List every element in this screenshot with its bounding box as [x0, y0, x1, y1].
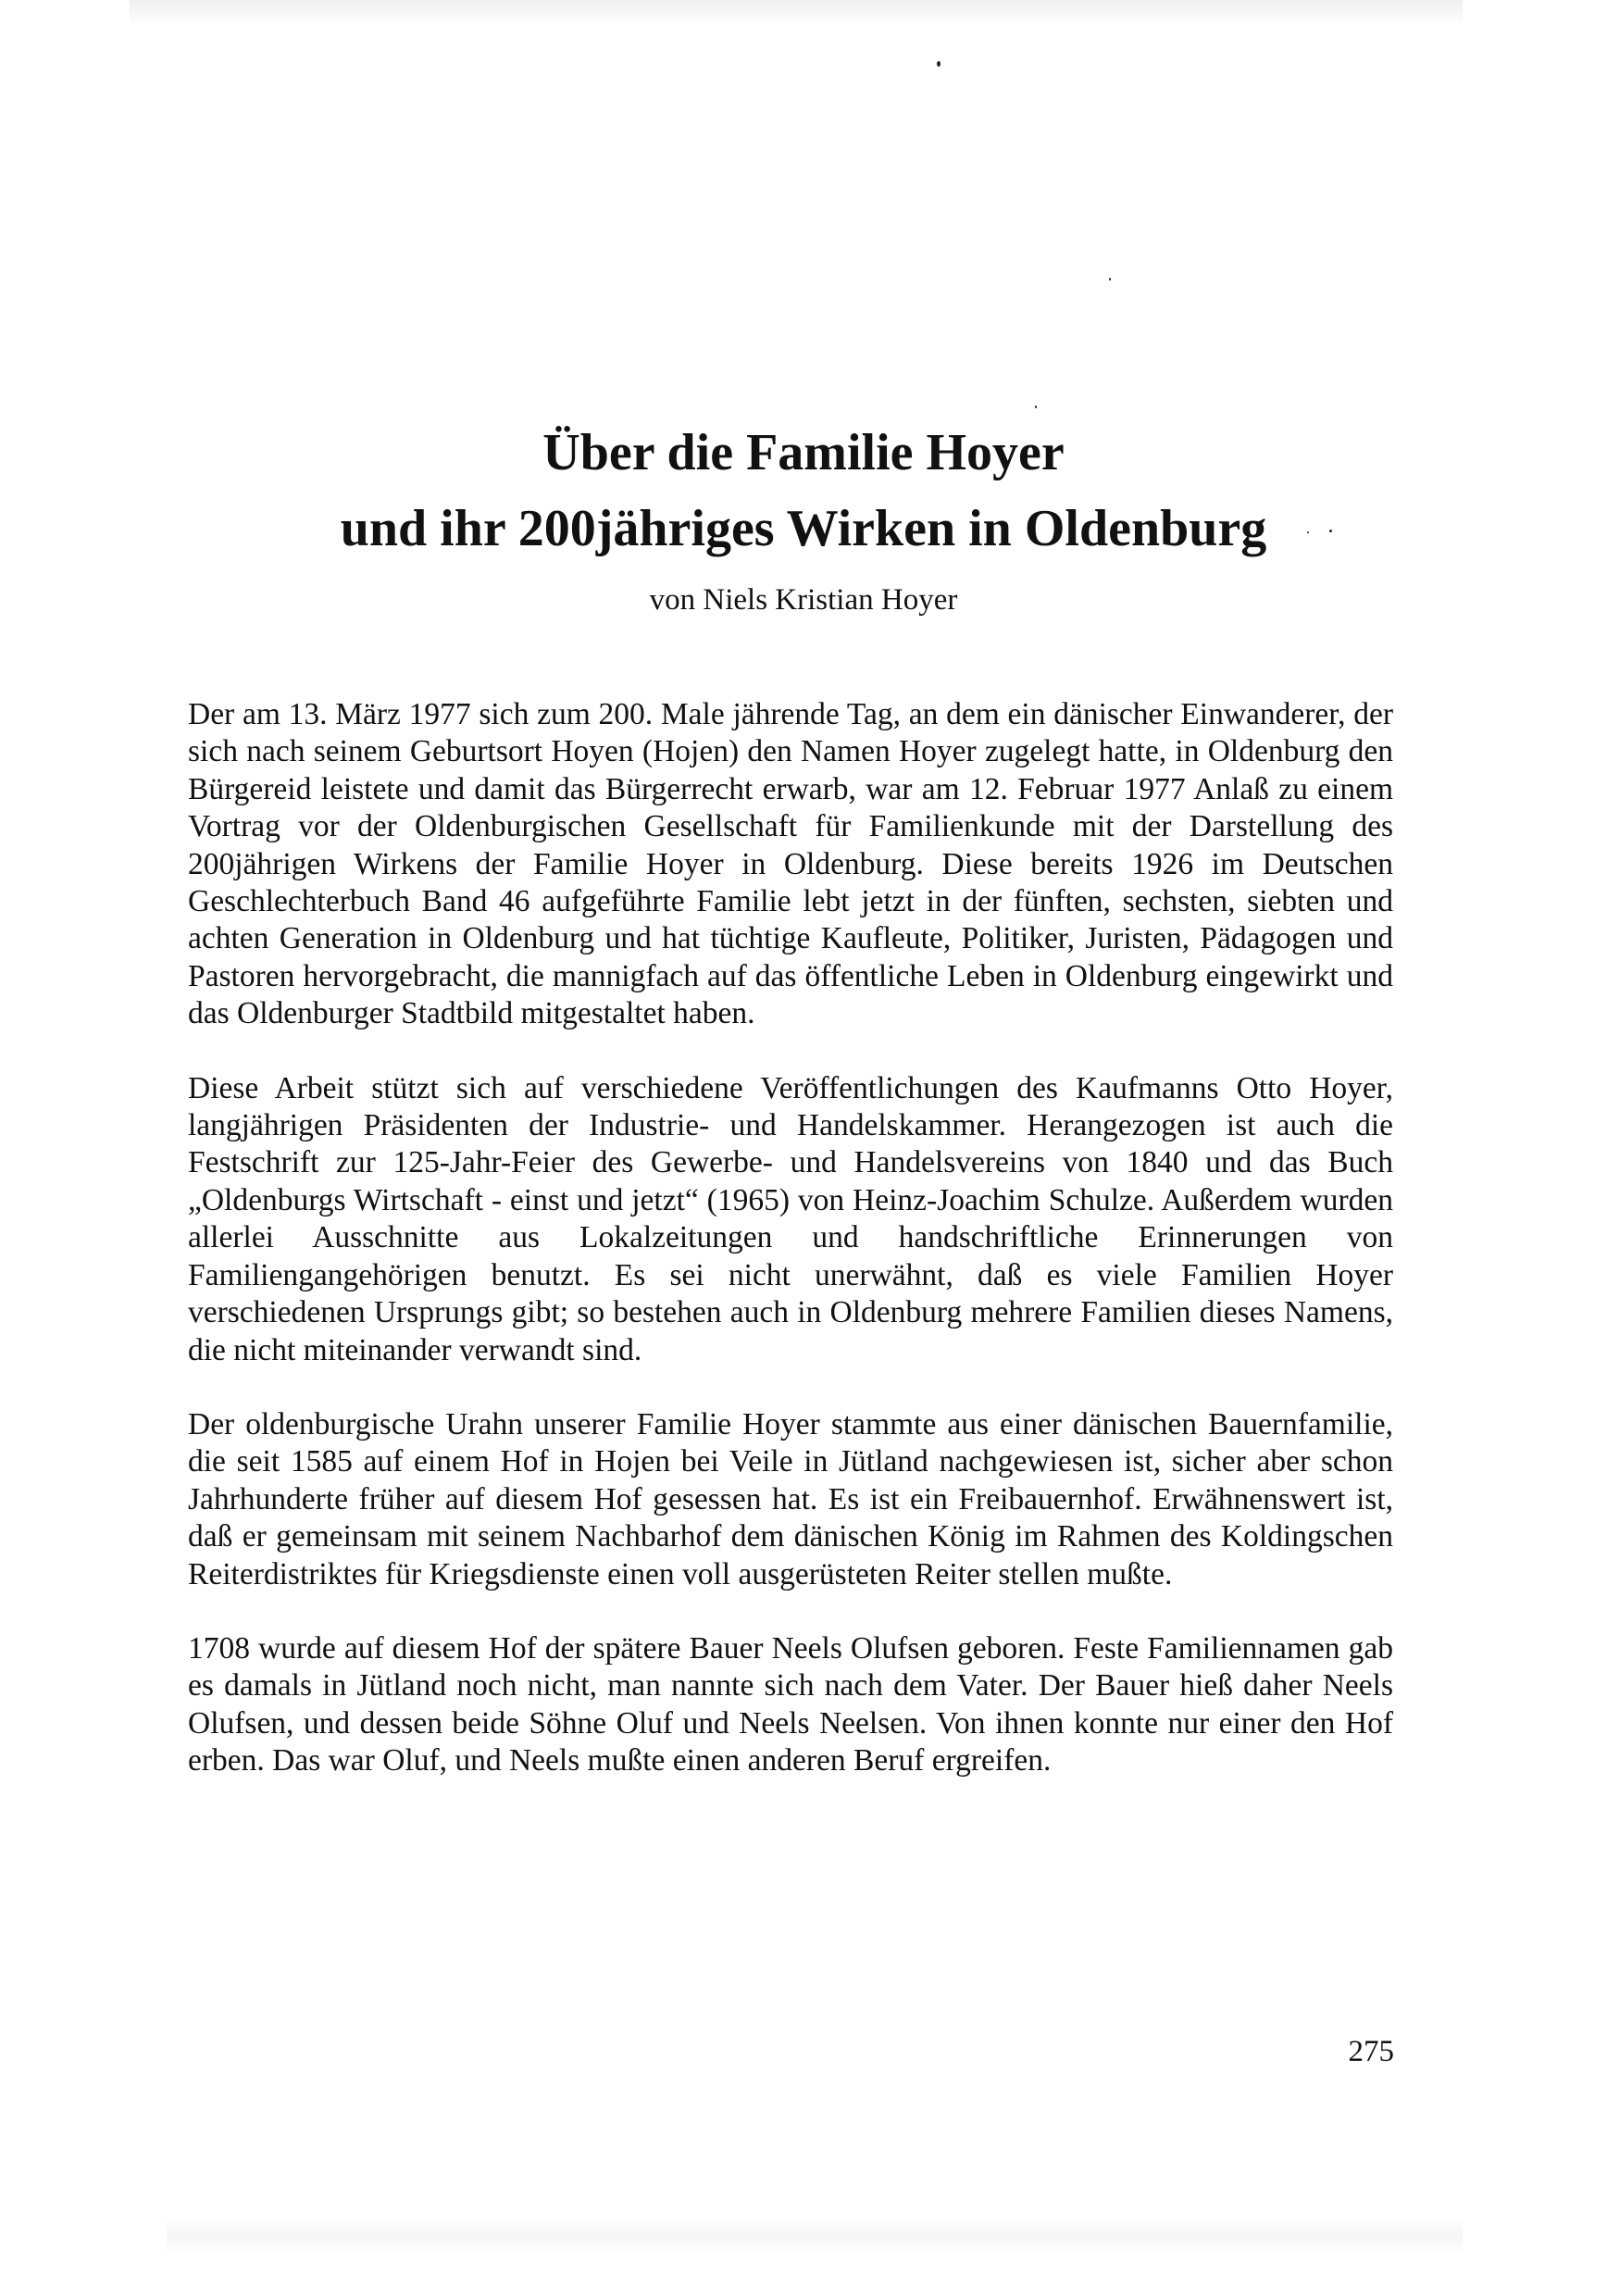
- page-number: 275: [1348, 2035, 1394, 2068]
- article-title: [0, 415, 1607, 567]
- title-line-2: und ihr 200jähriges Wirken in Oldenburg: [340, 500, 1267, 557]
- article-body: [188, 696, 1393, 1817]
- paragraph: Der am 13. März 1977 sich zum 200. Male jährende Tag, an dem ein dänischer Einwanderer, der sich nach seinem Geburtsort Hoyen (Hojen) den Namen Hoyer zugelegt hatte, in Oldenburg den Bürgereid leistete und damit das Bürgerrecht erwarb, war am 12. Februar 1977 Anlaß zu einem Vortrag vor der Oldenburgischen Gesellschaft für Familienkunde mit der Darstellung des 200jährigen Wirkens der Familie Hoyer in Oldenburg. Diese bereits 1926 im Deutschen Geschlechterbuch Band 46 aufgeführte Familie lebt jetzt in der fünften, sechsten, siebten und achten Generation in Oldenburg und hat tüchtige Kaufleute, Politiker, Juristen, Pädagogen und Pastoren hervorgebracht, die mannigfach auf das öffentliche Leben in Oldenburg eingewirkt und das Oldenburger Stadtbild mitgestaltet haben.: [188, 697, 1393, 1031]
- scan-speck: [1035, 406, 1037, 408]
- paragraph: 1708 wurde auf diesem Hof der spätere Bauer Neels Olufsen geboren. Feste Familiennamen gab es damals in Jütland noch nicht, man nannte sich nach dem Vater. Der Bauer hieß daher Neels Olufsen, und dessen beide Söhne Oluf und Neels Neelsen. Von ihnen konnte nur einer den Hof erben. Das war Oluf, und Neels mußte einen anderen Beruf ergreifen.: [188, 1630, 1393, 1778]
- scan-speck: [1109, 278, 1111, 281]
- paragraph: Der oldenburgische Urahn unserer Familie Hoyer stammte aus einer dänischen Bauernfamilie, die seit 1585 auf einem Hof in Hojen bei Veile in Jütland nachgewiesen ist, sicher aber schon Jahrhunderte früher auf diesem Hof gesessen hat. Es ist ein Freibauernhof. Erwähnenswert ist, daß er gemeinsam mit seinem Nachbarhof dem dänischen König im Rahmen des Koldingschen Reiterdistriktes für Kriegsdienste einen voll ausgerüsteten Reiter stellen mußte.: [188, 1406, 1393, 1591]
- scan-speck: [937, 61, 941, 67]
- paragraph: Diese Arbeit stützt sich auf verschiedene Veröffentlichungen des Kaufmanns Otto Hoyer, langjährigen Präsidenten der Industrie- und Handelskammer. Herangezogen ist auch die Festschrift zur 125-Jahr-Feier des Gewerbe- und Handelsvereins von 1840 und das Buch „Oldenburgs Wirtschaft - einst und jetzt“ (1965) von Heinz-Joachim Schulze. Außerdem wurden allerlei Ausschnitte aus Lokalzeitungen und handschriftliche Erinnerungen von Familiengangehörigen benutzt. Es sei nicht unerwähnt, daß es viele Familien Hoyer verschiedenen Ursprungs gibt; so bestehen auch in Oldenburg mehrere Familien dieses Namens, die nicht miteinander verwandt sind.: [188, 1070, 1393, 1367]
- article-author: von Niels Kristian Hoyer: [649, 583, 958, 617]
- title-line-1: Über die Familie Hoyer: [542, 424, 1065, 481]
